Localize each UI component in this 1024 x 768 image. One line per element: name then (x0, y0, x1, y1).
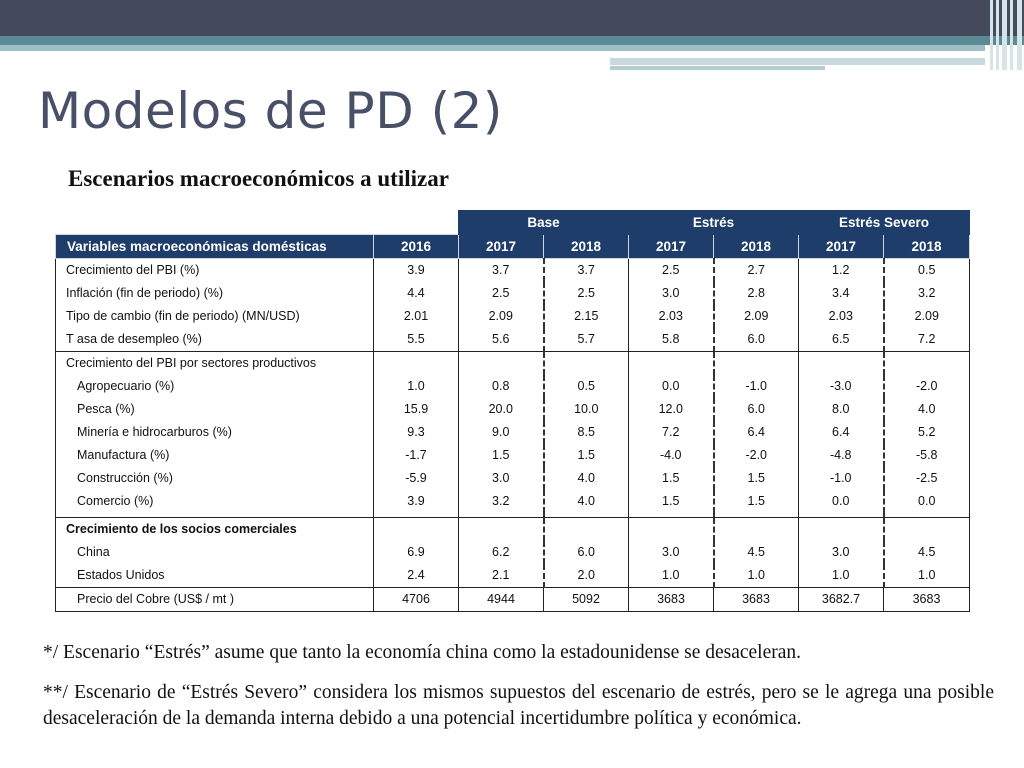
section-title-partners: Crecimiento de los socios comerciales (56, 518, 374, 542)
cell-value: 1.2 (799, 259, 884, 283)
table-row (56, 421, 970, 444)
column-header-stress-2018: 2018 (714, 235, 799, 259)
column-header-severe-2018: 2018 (884, 235, 970, 259)
cell-value: 1.0 (799, 564, 884, 588)
cell-value: 2.03 (799, 305, 884, 328)
cell-value: 4.4 (374, 282, 459, 305)
row-label: China (56, 541, 374, 564)
cell-value: 4.5 (884, 541, 970, 564)
row-label: Estados Unidos (56, 564, 374, 588)
cell-value: 2.01 (374, 305, 459, 328)
cell-value: 1.5 (544, 444, 629, 467)
cell-value: -5.8 (884, 444, 970, 467)
cell-value: 4.0 (544, 490, 629, 513)
cell-value: 3.4 (799, 282, 884, 305)
cell-value: 5.2 (884, 421, 970, 444)
cell-value: -1.0 (714, 375, 799, 398)
cell-value: 3682.7 (799, 588, 884, 612)
cell-value: 2.4 (374, 564, 459, 588)
cell-value: 1.0 (629, 564, 714, 588)
row-label: Manufactura (%) (56, 444, 374, 467)
cell-value: 7.2 (629, 421, 714, 444)
cell-value: 5092 (544, 588, 629, 612)
row-label: Precio del Cobre (US$ / mt ) (56, 588, 374, 612)
row-label: T asa de desempleo (%) (56, 328, 374, 352)
row-label: Tipo de cambio (fin de periodo) (MN/USD) (56, 305, 374, 328)
cell-value: 6.4 (799, 421, 884, 444)
group-header-severe: Estrés Severo (799, 211, 970, 235)
cell-value: 0.0 (629, 375, 714, 398)
cell-value: 1.5 (459, 444, 544, 467)
group-header-base: Base (459, 211, 629, 235)
group-header-stress: Estrés (629, 211, 799, 235)
table-row (56, 305, 970, 328)
cell-value: 10.0 (544, 398, 629, 421)
cell-value: 4.5 (714, 541, 799, 564)
cell-value: -1.0 (799, 467, 884, 490)
cell-value: 2.09 (714, 305, 799, 328)
table-row (56, 398, 970, 421)
cell-value: 3.2 (884, 282, 970, 305)
cell-value: 9.0 (459, 421, 544, 444)
cell-value: 6.0 (714, 328, 799, 352)
cell-value: 2.15 (544, 305, 629, 328)
cell-value: -2.0 (884, 375, 970, 398)
macro-scenarios-table (55, 210, 970, 612)
cell-value: -4.0 (629, 444, 714, 467)
table-row (56, 467, 970, 490)
cell-value: 3.7 (459, 259, 544, 283)
cell-value: 7.2 (884, 328, 970, 352)
column-header-2016: 2016 (374, 235, 459, 259)
cell-value: 2.09 (459, 305, 544, 328)
row-label: Pesca (%) (56, 398, 374, 421)
cell-value: 2.7 (714, 259, 799, 283)
cell-value: 2.8 (714, 282, 799, 305)
cell-value: 12.0 (629, 398, 714, 421)
cell-value: 6.2 (459, 541, 544, 564)
cell-value: 4944 (459, 588, 544, 612)
table-row (56, 588, 970, 612)
cell-value: -2.0 (714, 444, 799, 467)
cell-value: 5.8 (629, 328, 714, 352)
cell-value: 1.0 (714, 564, 799, 588)
cell-value: 3683 (629, 588, 714, 612)
cell-value: 4.0 (884, 398, 970, 421)
cell-value: -3.0 (799, 375, 884, 398)
cell-value: 0.5 (884, 259, 970, 283)
cell-value: 4.0 (544, 467, 629, 490)
cell-value: 2.1 (459, 564, 544, 588)
cell-value: 1.0 (374, 375, 459, 398)
table-row (56, 564, 970, 588)
table-row (56, 282, 970, 305)
cell-value: -4.8 (799, 444, 884, 467)
column-header-severe-2017: 2017 (799, 235, 884, 259)
cell-value: 2.5 (459, 282, 544, 305)
cell-value: -1.7 (374, 444, 459, 467)
cell-value: 3.0 (629, 541, 714, 564)
cell-value: 3683 (714, 588, 799, 612)
cell-value: 2.0 (544, 564, 629, 588)
column-header-base-2018: 2018 (544, 235, 629, 259)
column-header-variables: Variables macroeconómicas domésticas (56, 235, 374, 259)
cell-value: 5.5 (374, 328, 459, 352)
header-accent-stripe-thin (610, 66, 825, 70)
cell-value: 2.03 (629, 305, 714, 328)
cell-value: 8.0 (799, 398, 884, 421)
row-label: Comercio (%) (56, 490, 374, 513)
section-title-sectors: Crecimiento del PBI por sectores productivos (56, 352, 374, 376)
cell-value: 3683 (884, 588, 970, 612)
cell-value: 1.0 (884, 564, 970, 588)
cell-value: 0.8 (459, 375, 544, 398)
cell-value: 2.09 (884, 305, 970, 328)
header-light-stripe (0, 45, 985, 51)
cell-value: 4706 (374, 588, 459, 612)
column-header-base-2017: 2017 (459, 235, 544, 259)
cell-value: 2.5 (544, 282, 629, 305)
row-label: Construcción (%) (56, 467, 374, 490)
header-dark-band (0, 0, 1024, 36)
table-row (56, 259, 970, 283)
cell-value: 0.0 (799, 490, 884, 513)
cell-value: -5.9 (374, 467, 459, 490)
cell-value: 0.5 (544, 375, 629, 398)
header-accent-stripe (610, 58, 985, 65)
cell-value: 6.4 (714, 421, 799, 444)
table-row (56, 490, 970, 513)
header-teal-stripe (0, 36, 1024, 45)
section-title-row (56, 518, 970, 542)
row-label: Crecimiento del PBI (%) (56, 259, 374, 283)
table-row (56, 328, 970, 352)
row-label: Inflación (fin de periodo) (%) (56, 282, 374, 305)
cell-value: 1.5 (629, 467, 714, 490)
cell-value: 3.9 (374, 490, 459, 513)
cell-value: 0.0 (884, 490, 970, 513)
cell-value: 3.9 (374, 259, 459, 283)
row-label: Agropecuario (%) (56, 375, 374, 398)
cell-value: 2.5 (629, 259, 714, 283)
cell-value: 6.5 (799, 328, 884, 352)
cell-value: 5.7 (544, 328, 629, 352)
cell-value: 3.7 (544, 259, 629, 283)
cell-value: 1.5 (714, 467, 799, 490)
cell-value: 8.5 (544, 421, 629, 444)
cell-value: 20.0 (459, 398, 544, 421)
table-row (56, 444, 970, 467)
slide-subtitle: Escenarios macroeconómicos a utilizar (68, 166, 449, 191)
cell-value: -2.5 (884, 467, 970, 490)
cell-value: 6.9 (374, 541, 459, 564)
cell-value: 15.9 (374, 398, 459, 421)
cell-value: 3.2 (459, 490, 544, 513)
slide-title: Modelos de PD (2) (38, 82, 503, 140)
section-title-row (56, 352, 970, 376)
cell-value: 3.0 (459, 467, 544, 490)
cell-value: 9.3 (374, 421, 459, 444)
table-row (56, 375, 970, 398)
table-row (56, 541, 970, 564)
row-label: Minería e hidrocarburos (%) (56, 421, 374, 444)
cell-value: 3.0 (799, 541, 884, 564)
cell-value: 1.5 (629, 490, 714, 513)
footnote-severe-stress: **/ Escenario de “Estrés Severo” considera los mismos supuestos del escenario de estrés, pero se le agrega una posible desaceleración de la demanda interna debido a una potencial incertidumbre política y económica. (43, 682, 994, 729)
cell-value: 5.6 (459, 328, 544, 352)
decorative-vertical-bars (990, 0, 1024, 70)
cell-value: 6.0 (544, 541, 629, 564)
cell-value: 3.0 (629, 282, 714, 305)
footnote-stress: */ Escenario “Estrés” asume que tanto la economía china como la estadounidense se desaceleran. (43, 642, 802, 663)
column-header-stress-2017: 2017 (629, 235, 714, 259)
cell-value: 6.0 (714, 398, 799, 421)
cell-value: 1.5 (714, 490, 799, 513)
